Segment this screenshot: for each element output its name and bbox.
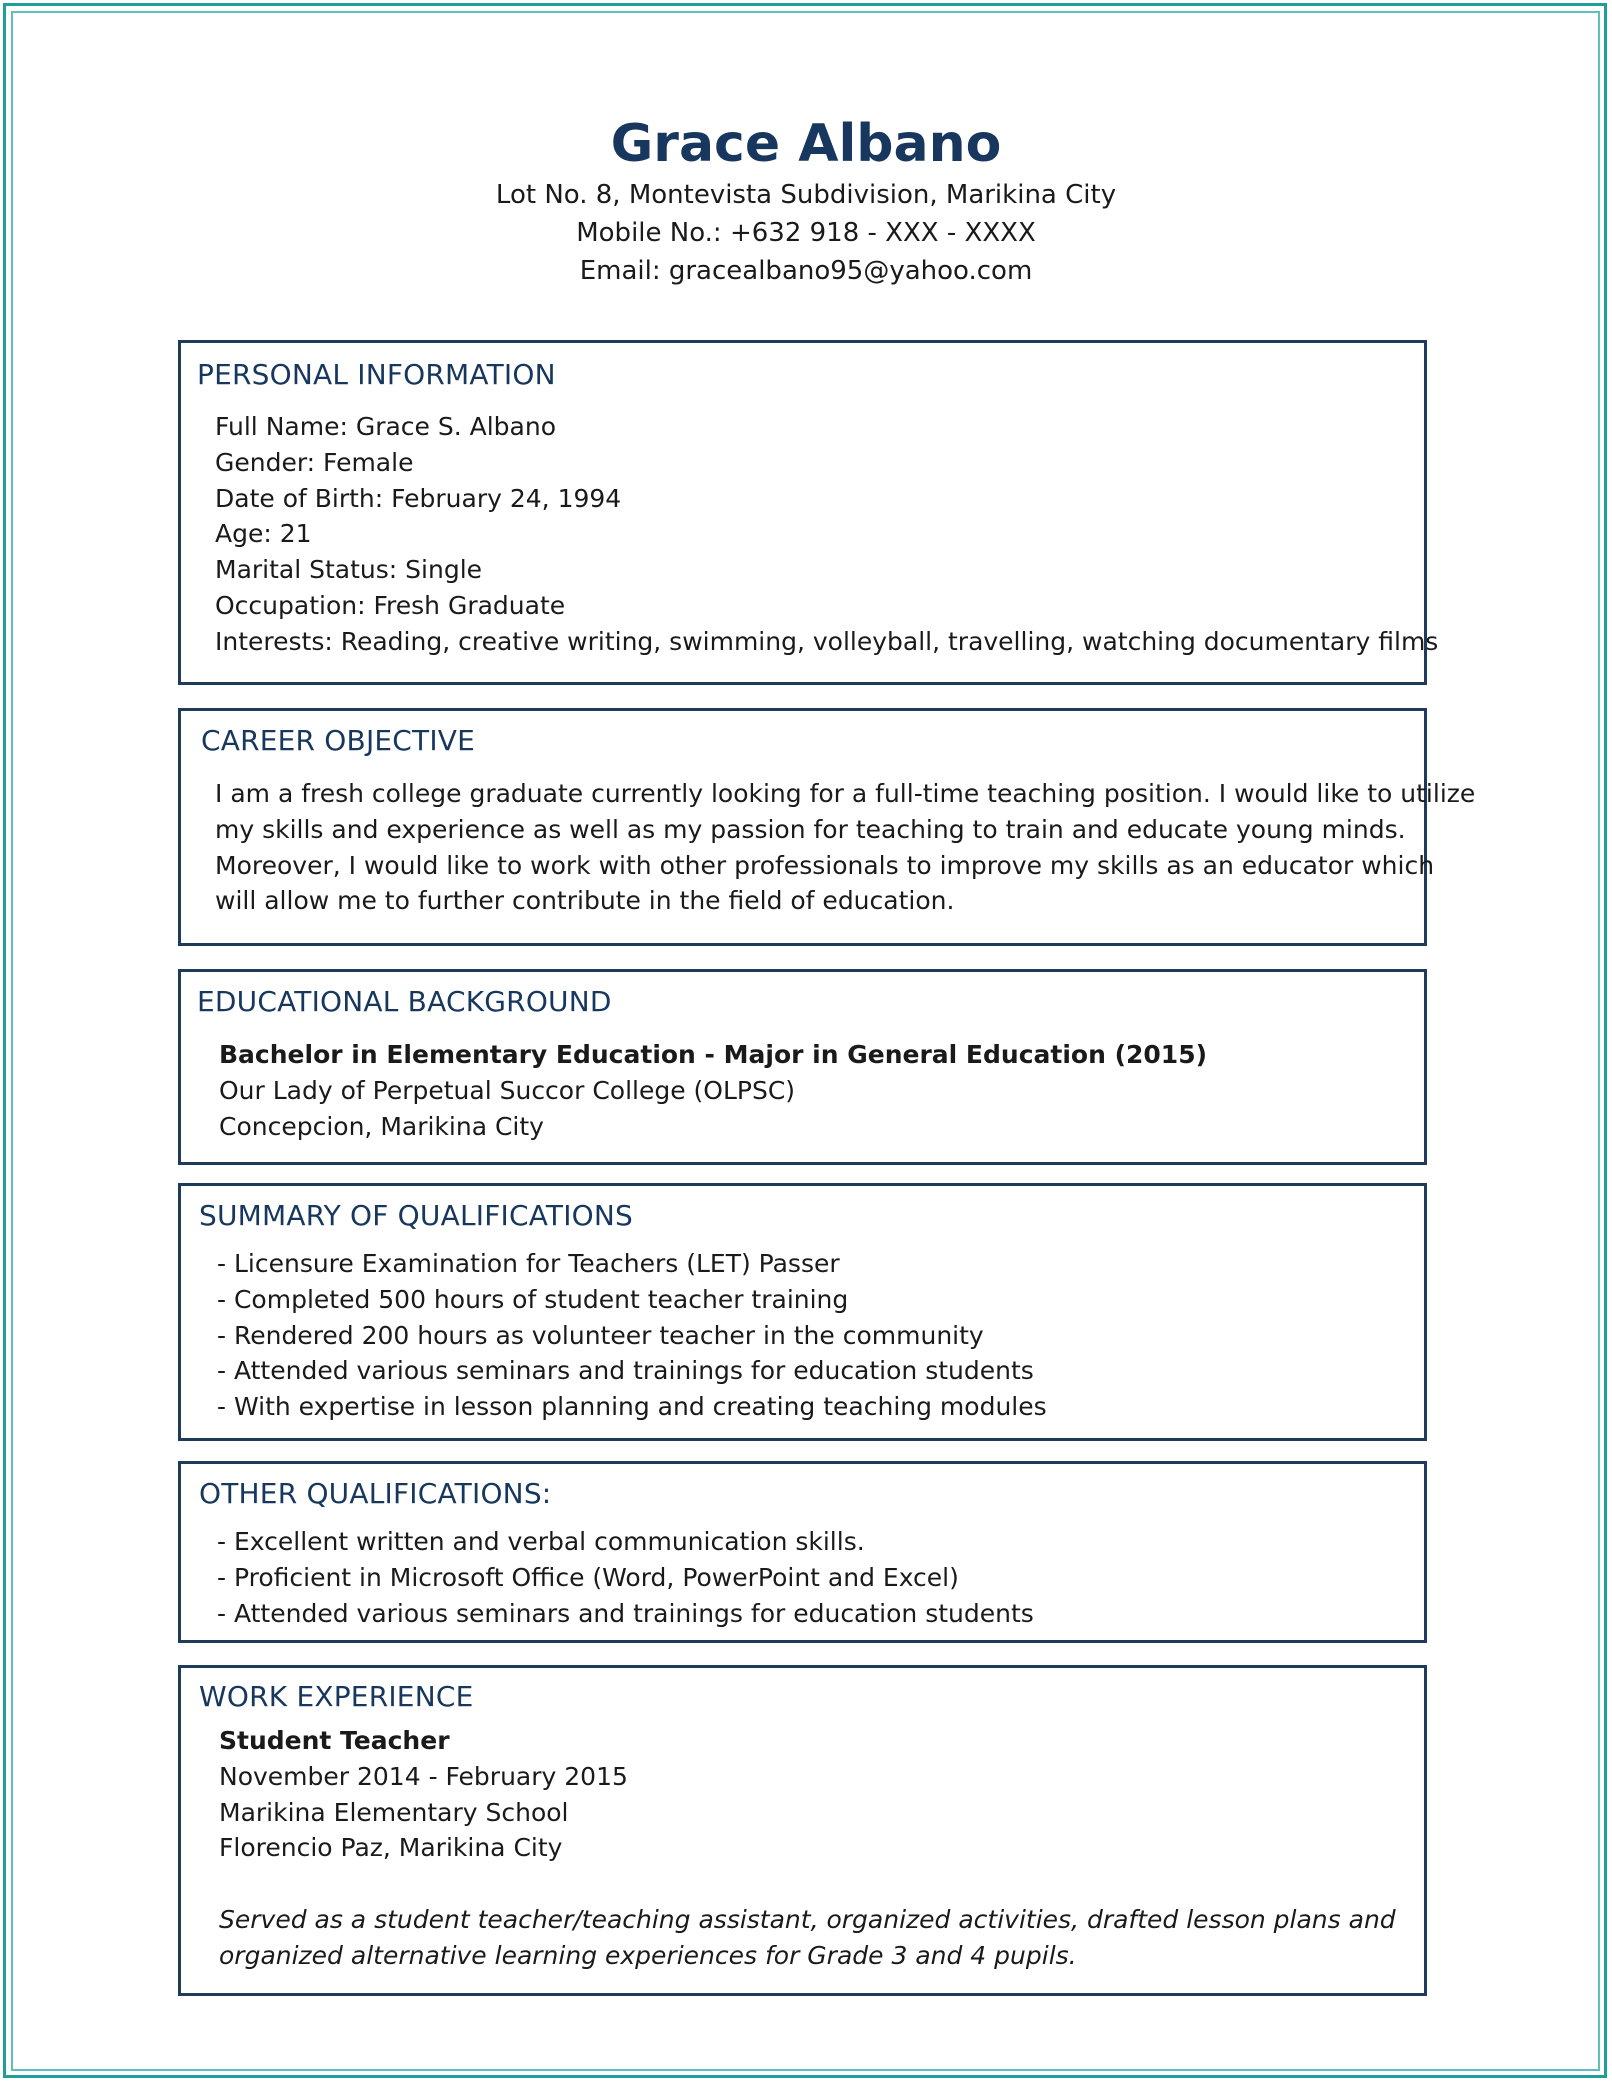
employer-name: Marikina Elementary School (219, 1797, 569, 1827)
school-location: Concepcion, Marikina City (219, 1111, 544, 1141)
section-body (219, 1723, 1396, 1974)
list-item: - Proficient in Microsoft Office (Word, PowerPoint and Excel) (217, 1562, 959, 1592)
objective-line: will allow me to further contribute in the field of education. (215, 886, 955, 916)
section-title: PERSONAL INFORMATION (197, 358, 556, 391)
section-title: OTHER QUALIFICATIONS: (199, 1477, 552, 1510)
job-position: Student Teacher (219, 1726, 450, 1755)
school-name: Our Lady of Perpetual Succor College (OLPSC) (219, 1075, 796, 1105)
section-title: EDUCATIONAL BACKGROUND (197, 985, 612, 1018)
qualification-list (217, 1524, 1034, 1631)
section-title: SUMMARY OF QUALIFICATIONS (199, 1199, 634, 1232)
address: Lot No. 8, Montevista Subdivision, Marikina City (495, 180, 1117, 210)
job-description-line: Served as a student teacher/teaching assistant, organized activities, drafted lesson plans and (219, 1904, 1396, 1934)
career-objective-section (178, 708, 1476, 946)
list-item: - Rendered 200 hours as volunteer teacher in the community (217, 1320, 984, 1350)
educational-background-section (178, 969, 1427, 1165)
list-item: - Attended various seminars and trainings for education students (217, 1598, 1034, 1628)
section-title: CAREER OBJECTIVE (201, 724, 476, 757)
job-dates: November 2014 - February 2015 (219, 1761, 628, 1791)
section-title: WORK EXPERIENCE (199, 1680, 474, 1713)
mobile-number: Mobile No.: +632 918 - XXX - XXXX (576, 218, 1036, 248)
summary-of-qualifications-section (178, 1183, 1427, 1441)
resume-header (0, 112, 1612, 290)
applicant-name: Grace Albano (610, 114, 1002, 174)
full-name: Full Name: Grace S. Albano (215, 412, 557, 441)
age: Age: 21 (215, 519, 312, 549)
work-experience-section (178, 1665, 1427, 1996)
other-qualifications-section (178, 1461, 1427, 1643)
email-address: Email: gracealbano95@yahoo.com (579, 256, 1033, 286)
section-body (219, 1037, 1207, 1144)
section-body (215, 409, 1438, 660)
qualification-list (217, 1246, 1047, 1425)
list-item: - With expertise in lesson planning and creating teaching modules (217, 1392, 1047, 1422)
gender: Gender: Female (215, 447, 414, 477)
objective-line: I am a fresh college graduate currently looking for a full-time teaching position. I would like to utilize (215, 779, 1476, 808)
marital-status: Marital Status: Single (215, 555, 483, 585)
list-item: - Excellent written and verbal communication skills. (217, 1527, 865, 1556)
list-item: - Attended various seminars and trainings for education students (217, 1356, 1034, 1386)
occupation: Occupation: Fresh Graduate (215, 590, 566, 620)
objective-line: my skills and experience as well as my passion for teaching to train and educate young minds. (215, 814, 1406, 844)
personal-information-section (178, 340, 1439, 685)
objective-line: Moreover, I would like to work with other professionals to improve my skills as an educator which (215, 850, 1435, 880)
employer-location: Florencio Paz, Marikina City (219, 1833, 563, 1863)
degree: Bachelor in Elementary Education - Major in General Education (2015) (219, 1040, 1208, 1069)
interests: Interests: Reading, creative writing, swimming, volleyball, travelling, watching documentary films (215, 626, 1439, 656)
spacer (219, 1866, 1396, 1902)
list-item: - Licensure Examination for Teachers (LET) Passer (217, 1249, 840, 1278)
objective-text (215, 776, 1475, 919)
date-of-birth: Date of Birth: February 24, 1994 (215, 483, 622, 513)
list-item: - Completed 500 hours of student teacher training (217, 1284, 849, 1314)
job-description-line: organized alternative learning experiences for Grade 3 and 4 pupils. (219, 1940, 1077, 1970)
